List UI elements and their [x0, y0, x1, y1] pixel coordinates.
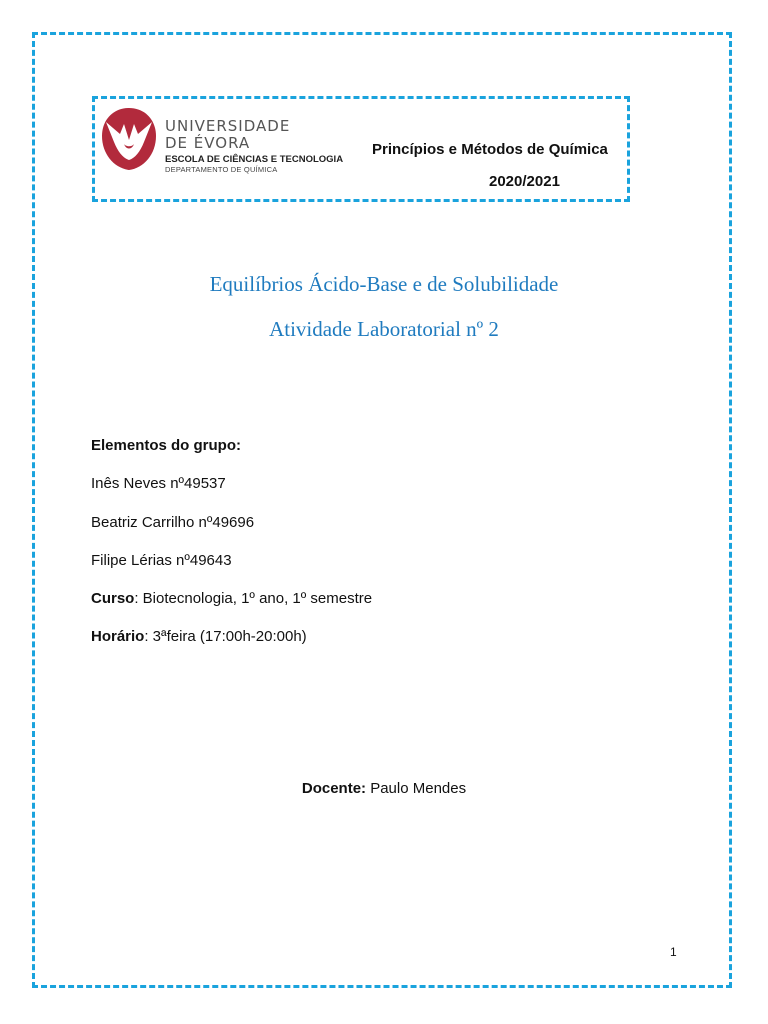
- logo-university-line2: DE ÉVORA: [165, 134, 251, 152]
- document-subtitle: Atividade Laboratorial nº 2: [269, 317, 499, 341]
- document-title: Equilíbrios Ácido-Base e de Solubilidade: [209, 272, 559, 296]
- teacher-label: Docente:: [301, 780, 367, 797]
- teacher-value: Paulo Mendes: [366, 780, 467, 797]
- logo-department-name: DEPARTAMENTO DE QUÍMICA: [165, 165, 278, 174]
- page-number: 1: [670, 945, 677, 959]
- course-label: Curso: [91, 590, 135, 607]
- course-title: Princípios e Métodos de Química: [372, 141, 608, 158]
- logo-school-name: ESCOLA DE CIÊNCIAS E TECNOLOGIA: [165, 154, 344, 165]
- logo-university-line1: UNIVERSIDADE: [165, 117, 291, 135]
- schedule-label: Horário: [91, 628, 145, 645]
- group-heading: Elementos do grupo:: [91, 437, 241, 454]
- group-member: Beatriz Carrilho nº49696: [91, 514, 255, 531]
- schedule-value: : 3ªfeira (17:00h-20:00h): [144, 628, 307, 645]
- course-value: : Biotecnologia, 1º ano, 1º semestre: [134, 590, 373, 607]
- academic-year: 2020/2021: [489, 173, 560, 190]
- university-logo: [100, 104, 350, 184]
- group-member: Filipe Lérias nº49643: [91, 552, 232, 569]
- schedule-line: [91, 628, 307, 645]
- group-member: Inês Neves nº49537: [91, 475, 226, 492]
- university-logo-icon: [100, 106, 158, 172]
- teacher-line: [0, 780, 768, 797]
- course-line: [91, 590, 372, 607]
